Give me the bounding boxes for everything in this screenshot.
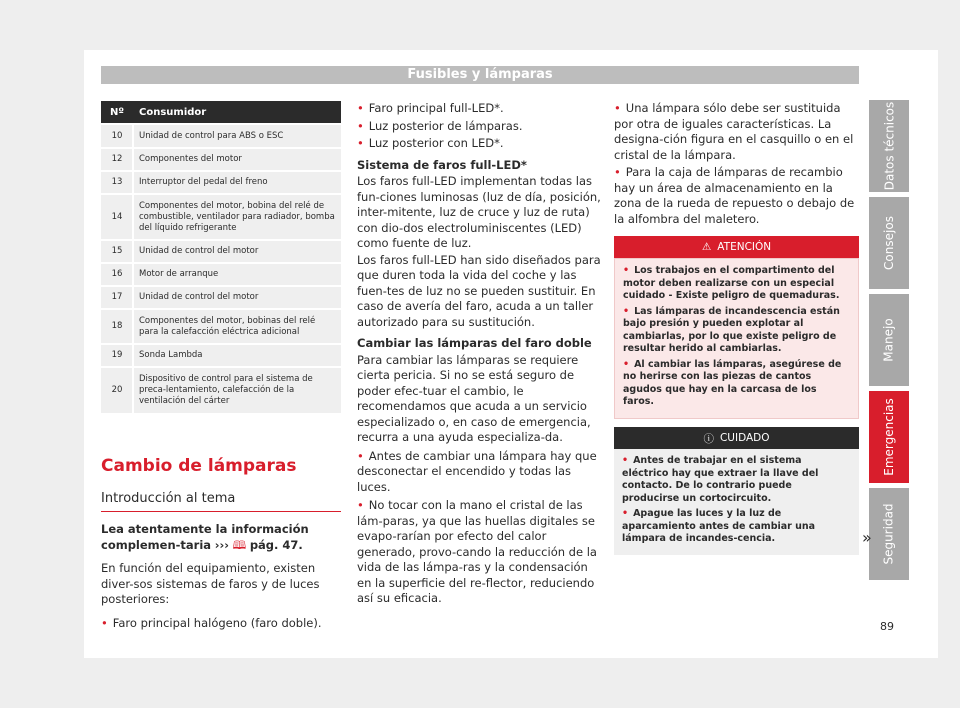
table-row: 14 Componentes del motor, bobina del relé de combustible, ventilador para radiador, bomba del líquido refrigerante <box>101 194 341 240</box>
tab-consejos[interactable]: Consejos <box>869 197 909 289</box>
paragraph: Los faros full-LED han sido diseñados para que duren toda la vida del coche y las fuen-tes de luz no se pueden sustituir. En caso de avería del faro, acuda a un taller autorizado para su sustitución. <box>357 252 601 329</box>
list-item: • No tocar con la mano el cristal de las lám-paras, ya que las huellas digitales se evapo-rarían por efecto del calor generado, provo-cando la reducción de la vida de las lámpa-ras y la condensación en la superficie del re-flector, reduciendo así su eficacia. <box>357 498 602 607</box>
subheading: Cambiar las lámparas del faro doble <box>357 336 592 350</box>
section-subtitle: Introducción al tema <box>101 491 236 506</box>
tab-emergencias[interactable]: Emergencias <box>869 391 909 483</box>
subheading: Sistema de faros full-LED* <box>357 157 527 172</box>
intro-text: Lea atentamente la información complemen-taria <box>101 522 309 552</box>
list-item: • Apague las luces y la luz de aparcamiento antes de cambiar una lámpara de incandes-cencia. <box>622 508 851 546</box>
list-item: • Faro principal halógeno (faro doble). <box>101 616 343 632</box>
list-item: • Luz posterior de lámparas. <box>357 119 602 135</box>
list-item: • Faro principal full-LED*. <box>357 101 602 117</box>
table-row: 10 Unidad de control para ABS o ESC <box>101 124 341 148</box>
tab-manejo[interactable]: Manejo <box>869 294 909 386</box>
book-icon: 🕮 <box>232 537 247 552</box>
list-item: • Luz posterior con LED*. <box>357 136 602 152</box>
page-ref-link[interactable]: pág. 47 <box>249 537 299 552</box>
list-item: • Para la caja de lámparas de recambio hay un área de almacenamiento en la zona de la rueda de repuesto o debajo de la alfombra del maletero. <box>614 165 859 227</box>
list-item: • Los trabajos en el compartimento del motor deben realizarse con un especial cuidado - Existe peligro de quemaduras. <box>623 265 850 303</box>
intro-paragraph: En función del equipamiento, existen diver-sos sistemas de faros y de luces posteriores: <box>101 561 320 606</box>
list-item: • Una lámpara sólo debe ser sustituida por otra de iguales características. La designa-ción figura en el casquillo o en el cristal de la lámpara. <box>614 101 859 163</box>
table-row: 18 Componentes del motor, bobinas del relé para la calefacción eléctrica adicional <box>101 309 341 344</box>
table-row: 15 Unidad de control del motor <box>101 240 341 263</box>
info-icon: ⓘ <box>703 432 714 445</box>
tab-seguridad[interactable]: Seguridad <box>869 488 909 580</box>
page-header: Fusibles y lámparas <box>101 66 859 84</box>
table-row: 17 Unidad de control del motor <box>101 286 341 309</box>
paragraph: Los faros full-LED implementan todas las fun-ciones luminosas (luz de día, posición, inter-mitente, luz de cruce y luz de ruta) con dio-dos electroluminiscentes (LED) como fuente de luz. <box>357 174 601 250</box>
list-item: • Antes de cambiar una lámpara hay que desconectar el encendido y todas las luces. <box>357 449 602 496</box>
warning-title: ATENCIÓN <box>717 241 772 253</box>
section-title: Cambio de lámparas <box>101 456 297 476</box>
tab-datos-tecnicos[interactable]: Datos técnicos <box>869 100 909 192</box>
warning-icon: ⚠ <box>701 241 712 253</box>
page-number: 89 <box>880 620 894 633</box>
table-row: 12 Componentes del motor <box>101 148 341 171</box>
col-header-consumer: Consumidor <box>133 101 341 124</box>
fuse-table <box>101 101 341 413</box>
table-row: 13 Interruptor del pedal del freno <box>101 171 341 194</box>
section-divider <box>101 511 341 512</box>
paragraph: Para cambiar las lámparas se requiere cierta pericia. Si no se está seguro de poder efec-tuar el cambio, le recomendamos que acuda a un servicio especializado o, en caso de emergencia, recurra a una ayuda especializa-da. <box>357 352 591 444</box>
column-2 <box>357 101 602 611</box>
list-item: • Las lámparas de incandescencia están bajo presión y pueden explotar al cambiarlas, por lo que existe peligro de resultar herido al cambiarlas. <box>623 306 850 356</box>
caution-title: CUIDADO <box>719 432 770 444</box>
warning-box <box>614 236 859 419</box>
table-row: 16 Motor de arranque <box>101 263 341 286</box>
column-1: Lea atentamente la información complemen-taria ››› 🕮 pág. 47. En función del equipamiento, existen diver-sos sistemas de faros y de luces posteriores: • Faro principal halógeno (faro doble). <box>101 522 343 635</box>
list-item: • Antes de trabajar en el sistema eléctrico hay que extraer la llave del contacto. De lo contrario puede producirse un cortocircuito. <box>622 455 851 505</box>
col-header-num: Nº <box>101 101 133 124</box>
table-row: 19 Sonda Lambda <box>101 344 341 367</box>
table-row: 20 Dispositivo de control para el sistema de preca-lentamiento, calefacción de la ventilación del cárter <box>101 367 341 413</box>
column-3 <box>614 101 859 231</box>
list-item: • Al cambiar las lámparas, asegúrese de no herirse con las piezas de cantos agudos que hay en la carcasa de los faros. <box>623 359 850 409</box>
caution-box <box>614 427 859 555</box>
ref-arrows: ››› <box>214 537 229 552</box>
continue-arrow-icon: » <box>862 528 872 547</box>
